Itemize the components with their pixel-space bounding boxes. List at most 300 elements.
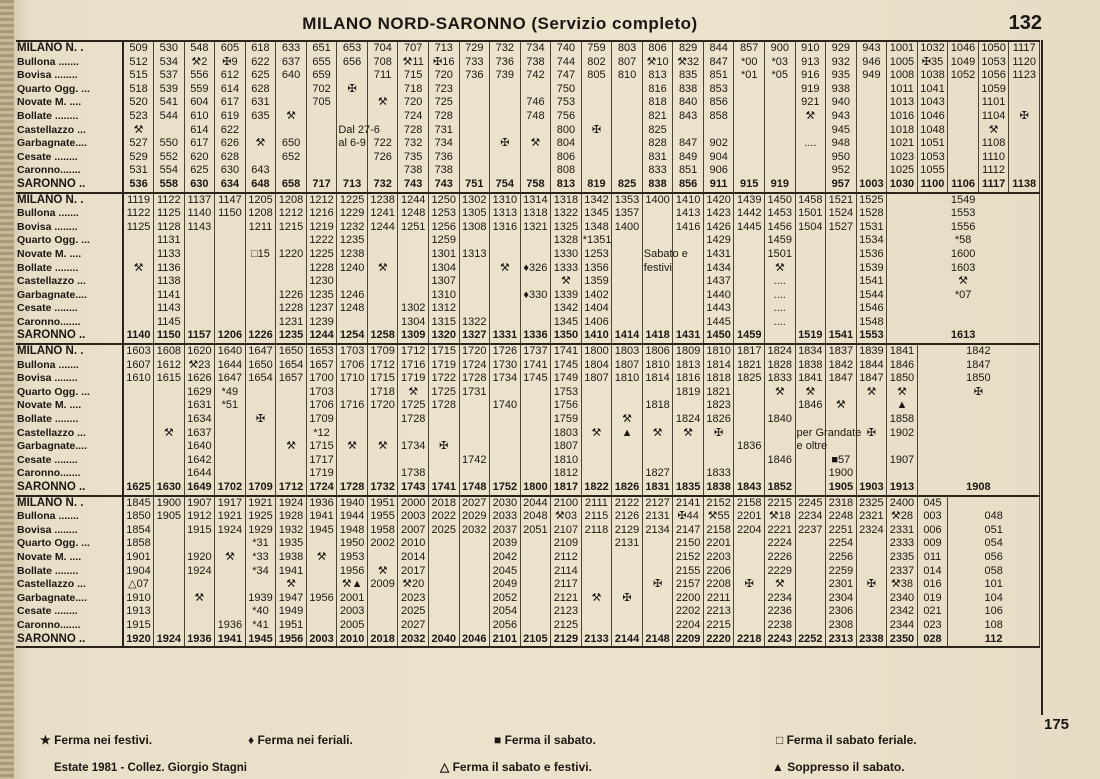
station-name: Quarto Ogg. ...	[16, 83, 123, 97]
time-cell: 1256	[428, 221, 459, 235]
time-cell: 2215	[764, 496, 795, 511]
time-cell: 1205	[245, 193, 276, 208]
time-cell: 1125	[154, 207, 185, 221]
time-cell: 1901	[123, 551, 154, 565]
time-cell: 2045	[490, 565, 521, 579]
time-cell	[795, 316, 826, 330]
time-cell: 1936	[306, 496, 337, 511]
time-cell: 2125	[551, 619, 582, 633]
time-cell: 935	[826, 69, 857, 83]
time-cell: 1220	[276, 248, 307, 262]
time-cell: 940	[826, 96, 857, 110]
time-cell	[490, 248, 521, 262]
time-cell	[184, 316, 215, 330]
time-cell	[734, 289, 765, 303]
time-cell: ⚒	[520, 137, 551, 151]
time-cell: 2107	[551, 524, 582, 538]
time-cell: 1630	[154, 481, 185, 496]
time-cell	[826, 386, 857, 400]
station-name: Cesate ........	[16, 151, 123, 165]
time-cell	[459, 578, 490, 592]
time-cell: 1304	[398, 316, 429, 330]
time-cell	[428, 427, 459, 441]
time-cell: 006	[917, 524, 948, 538]
time-cell: 1741	[428, 481, 459, 496]
time-cell	[154, 467, 185, 481]
time-cell: 2344	[887, 619, 918, 633]
time-cell: 1715	[428, 344, 459, 359]
time-cell: 1833	[703, 467, 734, 481]
time-cell: 104	[948, 592, 1040, 606]
time-cell: 1915	[184, 524, 215, 538]
time-cell: 106	[948, 605, 1040, 619]
time-cell: 622	[215, 124, 246, 138]
time-cell: 1208	[245, 207, 276, 221]
time-cell: 1837	[826, 344, 857, 359]
time-cell	[612, 302, 643, 316]
time-cell	[459, 467, 490, 481]
time-cell: ♦330	[520, 289, 551, 303]
time-cell: 2203	[703, 551, 734, 565]
time-cell: 1613	[887, 329, 1040, 344]
time-cell	[306, 578, 337, 592]
time-cell: 1302	[398, 302, 429, 316]
time-cell: 2025	[428, 524, 459, 538]
time-cell: 1703	[337, 344, 368, 359]
time-cell: ♦326	[520, 262, 551, 276]
time-cell: 1816	[673, 372, 704, 386]
time-cell: 1527	[826, 221, 857, 235]
time-cell: 1450	[764, 193, 795, 208]
time-cell: 1051	[917, 137, 948, 151]
time-cell	[795, 578, 826, 592]
time-cell	[581, 537, 612, 551]
time-cell	[734, 565, 765, 579]
time-cell: 2201	[703, 537, 734, 551]
time-cell	[612, 137, 643, 151]
time-cell: *12	[306, 427, 337, 441]
timetable-row	[16, 454, 1040, 468]
time-cell: 1310	[428, 289, 459, 303]
time-cell	[520, 316, 551, 330]
time-cell: 2037	[490, 524, 521, 538]
time-cell: 807	[612, 56, 643, 70]
time-cell	[887, 440, 918, 454]
station-name: Novate M. ....	[16, 96, 123, 110]
time-cell: 902	[703, 137, 734, 151]
time-cell	[612, 96, 643, 110]
time-cell	[428, 619, 459, 633]
time-cell: 825	[642, 124, 673, 138]
time-cell	[428, 467, 459, 481]
time-cell: 1748	[459, 481, 490, 496]
time-cell: 948	[826, 137, 857, 151]
time-cell	[490, 289, 521, 303]
time-cell	[245, 578, 276, 592]
time-cell	[245, 124, 276, 138]
book-binding	[0, 0, 14, 779]
time-cell: 558	[154, 178, 185, 193]
time-cell	[367, 110, 398, 124]
time-cell	[612, 565, 643, 579]
time-cell: 759	[581, 41, 612, 56]
time-cell: 1206	[215, 329, 246, 344]
station-name: Castellazzo ...	[16, 124, 123, 138]
time-cell: 2003	[306, 633, 337, 648]
time-cell	[581, 605, 612, 619]
time-cell: 1112	[978, 164, 1009, 178]
time-cell: 910	[795, 41, 826, 56]
time-cell: 1703	[306, 386, 337, 400]
time-cell	[215, 467, 246, 481]
time-cell: 2209	[673, 633, 704, 648]
time-cell	[642, 592, 673, 606]
time-cell: 1137	[184, 193, 215, 208]
timetable-row	[16, 413, 1040, 427]
time-cell: 1759	[551, 413, 582, 427]
time-cell: 843	[673, 110, 704, 124]
time-cell	[245, 262, 276, 276]
time-cell: 512	[123, 56, 154, 70]
time-cell: ....	[795, 137, 826, 151]
time-cell: 1920	[184, 551, 215, 565]
time-cell: *58	[887, 234, 1040, 248]
time-cell	[520, 83, 551, 97]
time-cell: 1248	[398, 207, 429, 221]
timetable	[16, 40, 1040, 648]
time-cell: 1902	[887, 427, 918, 441]
station-name: SARONNO ..	[16, 329, 123, 344]
time-cell: 2025	[398, 605, 429, 619]
time-cell	[948, 137, 979, 151]
time-cell	[276, 83, 307, 97]
time-cell	[520, 619, 551, 633]
time-cell: 1049	[948, 56, 979, 70]
time-cell: 1536	[856, 248, 887, 262]
time-cell: ■57	[826, 454, 857, 468]
time-cell	[276, 234, 307, 248]
time-cell: 2234	[795, 510, 826, 524]
time-cell: 1810	[551, 454, 582, 468]
time-cell: 2111	[581, 496, 612, 511]
time-cell: 1936	[215, 619, 246, 633]
time-cell: ✠	[490, 137, 521, 151]
time-cell: ⚒32	[673, 56, 704, 70]
time-cell: *05	[764, 69, 795, 83]
time-cell	[1009, 137, 1040, 151]
time-cell: 1756	[551, 399, 582, 413]
time-cell: 1749	[551, 372, 582, 386]
time-cell: 2333	[887, 537, 918, 551]
time-cell: 1847	[917, 359, 1039, 373]
time-cell: 1345	[551, 316, 582, 330]
time-cell: 2157	[673, 578, 704, 592]
margin-rule	[1041, 40, 1043, 715]
time-cell: 1025	[887, 164, 918, 178]
time-cell: 732	[490, 41, 521, 56]
time-cell: 1724	[306, 481, 337, 496]
time-cell: 1225	[337, 193, 368, 208]
time-cell: 1531	[856, 221, 887, 235]
time-cell: 028	[917, 633, 948, 648]
time-cell: 1147	[215, 193, 246, 208]
time-cell: 840	[673, 96, 704, 110]
time-cell: 833	[642, 164, 673, 178]
time-cell: 1345	[581, 207, 612, 221]
time-cell	[276, 386, 307, 400]
time-cell: 1720	[459, 344, 490, 359]
time-cell: 529	[123, 151, 154, 165]
time-cell: 2000	[398, 496, 429, 511]
time-cell: 1041	[917, 83, 948, 97]
time-cell	[123, 440, 154, 454]
time-cell: ....	[764, 289, 795, 303]
time-cell: 2056	[490, 619, 521, 633]
time-cell	[520, 454, 551, 468]
time-cell: 853	[703, 83, 734, 97]
time-cell: 1138	[154, 275, 185, 289]
time-cell: 2144	[612, 633, 643, 648]
time-cell: 1549	[887, 193, 1040, 208]
time-cell	[917, 413, 1039, 427]
time-cell	[734, 605, 765, 619]
time-cell: 1600	[887, 248, 1040, 262]
time-cell: 628	[215, 151, 246, 165]
time-cell: ⚒	[276, 110, 307, 124]
time-cell	[795, 124, 826, 138]
time-cell: 550	[154, 137, 185, 151]
time-cell: 552	[154, 151, 185, 165]
time-cell	[367, 592, 398, 606]
time-cell	[154, 578, 185, 592]
time-cell: 2200	[673, 592, 704, 606]
timetable-row	[16, 565, 1040, 579]
time-cell: 720	[428, 69, 459, 83]
timetable-row	[16, 344, 1040, 359]
time-cell: 1850	[917, 372, 1039, 386]
time-cell: 518	[123, 83, 154, 97]
time-cell	[215, 302, 246, 316]
time-cell: 1826	[703, 413, 734, 427]
time-cell: 1238	[337, 248, 368, 262]
time-cell: 651	[306, 41, 337, 56]
time-cell: 1423	[703, 207, 734, 221]
time-cell: 1228	[276, 302, 307, 316]
time-cell: 1608	[154, 344, 185, 359]
time-cell: 1858	[887, 413, 918, 427]
time-cell	[642, 289, 673, 303]
time-cell: 1907	[184, 496, 215, 511]
time-cell	[398, 275, 429, 289]
time-cell	[428, 565, 459, 579]
time-cell: 1724	[459, 359, 490, 373]
time-cell: 2003	[398, 510, 429, 524]
time-cell: 1248	[337, 302, 368, 316]
time-cell: 943	[856, 41, 887, 56]
time-cell	[673, 302, 704, 316]
time-cell	[581, 467, 612, 481]
time-cell: 831	[642, 151, 673, 165]
time-cell: 1850	[123, 510, 154, 524]
time-cell	[673, 234, 704, 248]
time-cell: 736	[459, 69, 490, 83]
time-cell	[795, 302, 826, 316]
timetable-row	[16, 537, 1040, 551]
time-cell	[612, 578, 643, 592]
time-cell: ⚒	[581, 427, 612, 441]
time-cell: 1016	[887, 110, 918, 124]
timetable-row	[16, 248, 1040, 262]
time-cell: ✠	[337, 83, 368, 97]
timetable-row	[16, 151, 1040, 165]
time-cell	[428, 454, 459, 468]
time-cell: 1304	[428, 262, 459, 276]
time-cell	[642, 207, 673, 221]
time-cell: 1119	[123, 193, 154, 208]
time-cell: 1910	[123, 592, 154, 606]
time-cell	[428, 413, 459, 427]
time-cell: 1610	[123, 372, 154, 386]
time-cell: 1945	[245, 633, 276, 648]
time-cell: 1325	[551, 221, 582, 235]
time-cell	[520, 399, 551, 413]
time-cell: 729	[459, 41, 490, 56]
time-cell: 2324	[856, 524, 887, 538]
time-cell	[1009, 124, 1040, 138]
time-cell: 2112	[551, 551, 582, 565]
time-cell: 625	[245, 69, 276, 83]
time-cell	[673, 454, 704, 468]
time-cell	[306, 151, 337, 165]
time-cell: 1327	[459, 329, 490, 344]
time-cell	[795, 164, 826, 178]
time-cell: 704	[367, 41, 398, 56]
time-cell	[826, 234, 857, 248]
time-cell	[612, 110, 643, 124]
time-cell: 2118	[581, 524, 612, 538]
timetable-row	[16, 605, 1040, 619]
time-cell	[642, 221, 673, 235]
time-cell: 1826	[612, 481, 643, 496]
time-cell: 1620	[184, 344, 215, 359]
time-cell: 829	[673, 41, 704, 56]
time-cell: 1133	[154, 248, 185, 262]
time-cell: ✠	[428, 440, 459, 454]
time-cell: 1212	[276, 207, 307, 221]
time-cell: 1728	[459, 372, 490, 386]
time-cell: 1237	[306, 302, 337, 316]
time-cell: 2245	[795, 496, 826, 511]
time-cell: 1342	[581, 193, 612, 208]
time-cell: 754	[490, 178, 521, 193]
time-cell: 1935	[276, 537, 307, 551]
station-name: MILANO N. .	[16, 41, 123, 56]
time-cell	[367, 467, 398, 481]
time-cell: 614	[184, 124, 215, 138]
time-cell	[520, 413, 551, 427]
time-cell: 1912	[184, 510, 215, 524]
time-cell: 1824	[764, 344, 795, 359]
time-cell	[520, 302, 551, 316]
time-cell	[520, 565, 551, 579]
time-cell: 610	[184, 110, 215, 124]
time-cell	[856, 592, 887, 606]
time-cell: 717	[306, 178, 337, 193]
time-cell	[642, 316, 673, 330]
time-cell	[734, 316, 765, 330]
time-cell	[734, 137, 765, 151]
time-cell: 707	[398, 41, 429, 56]
time-cell	[337, 96, 368, 110]
time-cell	[459, 96, 490, 110]
station-name: Caronno.......	[16, 467, 123, 481]
station-name: Garbagnate....	[16, 137, 123, 151]
station-name: Caronno.......	[16, 164, 123, 178]
time-cell	[215, 537, 246, 551]
time-cell: 813	[642, 69, 673, 83]
time-cell: 620	[184, 151, 215, 165]
time-cell: 2109	[551, 537, 582, 551]
time-cell: 1807	[551, 440, 582, 454]
time-cell	[673, 399, 704, 413]
time-cell	[184, 619, 215, 633]
time-cell: 1944	[337, 510, 368, 524]
time-cell: 2400	[887, 496, 918, 511]
time-cell	[459, 592, 490, 606]
time-cell: 1241	[367, 207, 398, 221]
time-cell: 1046	[917, 110, 948, 124]
time-cell: 857	[734, 41, 765, 56]
time-cell	[123, 289, 154, 303]
time-cell: 1712	[398, 344, 429, 359]
time-cell: ⚒	[123, 262, 154, 276]
time-cell: *34	[245, 565, 276, 579]
time-cell: 1150	[215, 207, 246, 221]
time-cell	[215, 440, 246, 454]
timetable-row	[16, 221, 1040, 235]
time-cell: ✠	[642, 578, 673, 592]
time-cell: 618	[245, 41, 276, 56]
time-cell	[276, 262, 307, 276]
time-cell: 732	[367, 178, 398, 193]
time-cell	[612, 289, 643, 303]
time-cell	[520, 248, 551, 262]
time-cell: 1956	[306, 592, 337, 606]
time-cell	[734, 467, 765, 481]
time-cell: 1123	[1009, 69, 1040, 83]
time-cell: 612	[215, 69, 246, 83]
timetable-row	[16, 178, 1040, 193]
time-cell: 1548	[856, 316, 887, 330]
time-cell: *07	[887, 289, 1040, 303]
time-cell: 1431	[703, 248, 734, 262]
time-cell: 1359	[581, 275, 612, 289]
time-cell: *1351	[582, 234, 612, 247]
time-cell: 803	[612, 41, 643, 56]
time-cell: 1809	[673, 344, 704, 359]
time-cell: 2017	[398, 565, 429, 579]
time-cell	[459, 289, 490, 303]
time-cell: 1055	[917, 164, 948, 178]
time-cell: 2152	[703, 496, 734, 511]
time-cell: 534	[154, 56, 185, 70]
time-cell: 1406	[581, 316, 612, 330]
time-cell: 1030	[887, 178, 918, 193]
time-cell: 1706	[337, 359, 368, 373]
time-cell: 1807	[612, 359, 643, 373]
time-cell: 1106	[948, 178, 979, 193]
time-cell: 1315	[428, 316, 459, 330]
